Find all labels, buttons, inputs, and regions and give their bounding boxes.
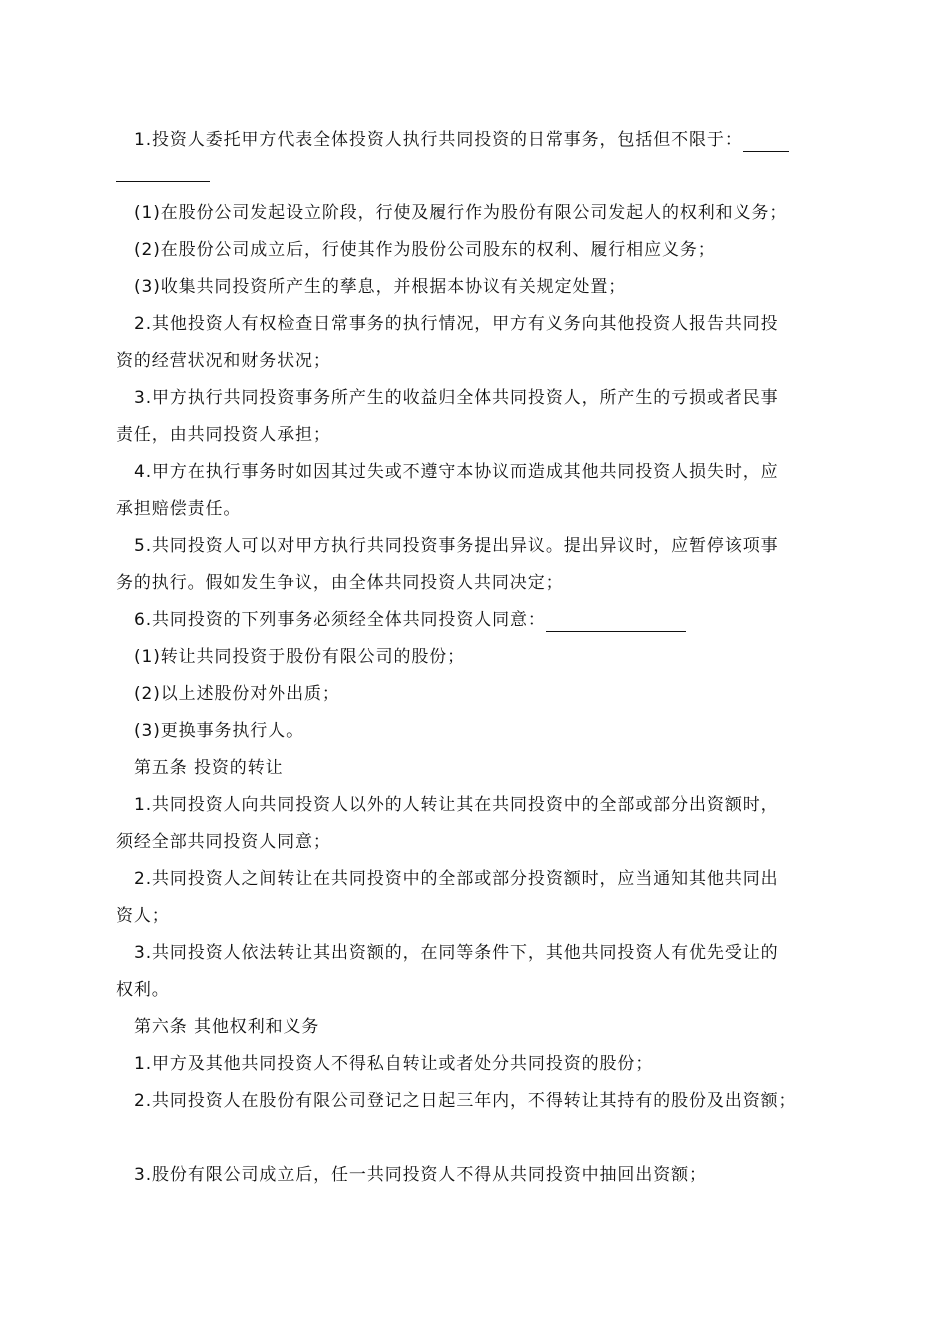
fill-blank xyxy=(743,133,789,152)
clause-4-3: 3.甲方执行共同投资事务所产生的收益归全体共同投资人，所产生的亏损或者民事 xyxy=(134,388,779,408)
clause-4-1-item-1: (1)在股份公司发起设立阶段，行使及履行作为股份有限公司发起人的权利和义务； xyxy=(134,203,788,223)
clause-4-2-cont: 资的经营状况和财务状况； xyxy=(116,351,331,371)
clause-5-2-cont: 资人； xyxy=(116,906,170,926)
clause-4-3-cont: 责任，由共同投资人承担； xyxy=(116,425,331,445)
clause-4-1-item-3: (3)收集共同投资所产生的孳息，并根据本协议有关规定处置； xyxy=(134,277,627,297)
clause-6-1: 1.甲方及其他共同投资人不得私自转让或者处分共同投资的股份； xyxy=(134,1054,654,1074)
clause-4-1-item-2: (2)在股份公司成立后，行使其作为股份公司股东的权利、履行相应义务； xyxy=(134,240,716,260)
clause-6-3: 3.股份有限公司成立后，任一共同投资人不得从共同投资中抽回出资额； xyxy=(134,1165,707,1185)
clause-4-6: 6.共同投资的下列事务必须经全体共同投资人同意： xyxy=(134,608,686,632)
clause-4-6-item-1: (1)转让共同投资于股份有限公司的股份； xyxy=(134,647,466,667)
clause-5-1: 1.共同投资人向共同投资人以外的人转让其在共同投资中的全部或部分出资额时， xyxy=(134,795,779,815)
clause-4-4: 4.甲方在执行事务时如因其过失或不遵守本协议而造成其他共同投资人损失时，应 xyxy=(134,462,779,482)
clause-4-6-item-3: (3)更换事务执行人。 xyxy=(134,721,304,741)
clause-4-2: 2.其他投资人有权检查日常事务的执行情况，甲方有义务向其他投资人报告共同投 xyxy=(134,314,779,334)
clause-5-3-cont: 权利。 xyxy=(116,980,170,1000)
fill-blank xyxy=(546,613,686,632)
clause-4-5-cont: 务的执行。假如发生争议，由全体共同投资人共同决定； xyxy=(116,573,564,593)
clause-4-1: 1.投资人委托甲方代表全体投资人执行共同投资的日常事务，包括但不限于： xyxy=(134,128,789,152)
fill-blank-continued xyxy=(116,163,210,182)
clause-5-1-cont: 须经全部共同投资人同意； xyxy=(116,832,331,852)
article-5-heading: 第五条 投资的转让 xyxy=(134,758,284,778)
clause-5-3: 3.共同投资人依法转让其出资额的，在同等条件下，其他共同投资人有优先受让的 xyxy=(134,943,779,963)
clause-5-2: 2.共同投资人之间转让在共同投资中的全部或部分投资额时，应当通知其他共同出 xyxy=(134,869,779,889)
article-6-heading: 第六条 其他权利和义务 xyxy=(134,1017,320,1037)
clause-4-5: 5.共同投资人可以对甲方执行共同投资事务提出异议。提出异议时，应暂停该项事 xyxy=(134,536,779,556)
clause-6-2: 2.共同投资人在股份有限公司登记之日起三年内，不得转让其持有的股份及出资额； xyxy=(134,1091,797,1111)
clause-4-4-cont: 承担赔偿责任。 xyxy=(116,499,242,519)
clause-4-6-item-2: (2)以上述股份对外出质； xyxy=(134,684,340,704)
